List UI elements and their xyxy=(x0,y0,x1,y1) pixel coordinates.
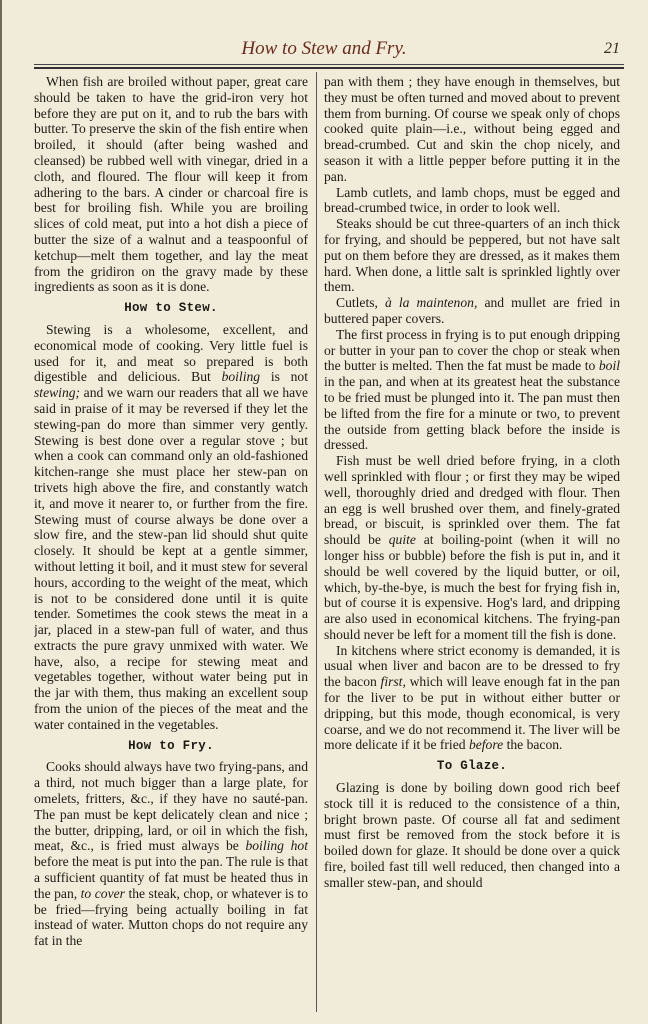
text-run: Cooks should always have two frying-pans, and a third, not much bigger than a large plate, for omelets, fritters, &c., if they have no sauté-pan. The pan must be kept delicately clean and nice ; the butter, dripping, lard, or oil in which the fish, meat, &c., is fried must always be xyxy=(34,759,308,854)
header-rule-thick xyxy=(34,67,624,69)
text-run: and we warn our readers that all we have said in praise of it may be reversed if they let the stewing-pan do more than simmer very gently. Stewing is best done over a regular stove ; but when a cook can command only an old-fashioned kitchen-range she must place her stew-pan on trivets high above the fire, and constantly watch it, and move it nearer to, or further from the fire. Stewing must of course always be done over a slow fire, and the stew-pan lid should shut quite closely. It should be kept at a gentle simmer, without letting it boil, and it must stew for several hours, according to the weight of the meat, which is not to be considered done until it is quite tender. Sometimes the cook stews the meat in a jar, placed in a stew-pan full of water, and thus extracts the pure gravy unmixed with water. We have, also, a recipe for stewing meat and vegetables together, without water being put in the jar with them, thus making an excellent soup from the union of the pieces of the meat and the water contained in the vegetables. xyxy=(34,385,308,732)
text-run: The first process in frying is to put enough dripping or butter in your pan to cover the chop or steak when the butter is melted. Then the fat must be made to xyxy=(324,326,620,374)
left-column xyxy=(34,74,308,1014)
page-number: 21 xyxy=(604,40,620,57)
text-run: in the pan, and when at its greatest heat the substance to be fried must be plunged into it. The pan must then be lifted from the fire for a minute or two, to prevent the outside from getting black before the inside is dressed. xyxy=(324,374,620,453)
heading-how-to-fry: How to Fry. xyxy=(128,738,214,753)
italic-run: before xyxy=(468,737,504,753)
paragraph-lamb: Lamb cutlets, and lamb chops, must be egged and bread-crumbed twice, in order to look well. xyxy=(324,184,620,216)
paragraph-liver-bacon xyxy=(324,643,620,754)
text-run: the steak, chop, or whatever is to be fried—frying being actually boiling in fat instead of water. Mutton chops do not require any fat in the xyxy=(34,885,308,949)
paragraph-frying xyxy=(34,759,308,949)
italic-run: quite xyxy=(388,532,416,548)
italic-run: stewing; xyxy=(34,385,81,401)
italic-run: à la maintenon, xyxy=(385,295,478,311)
italic-run: boiling hot xyxy=(245,838,308,854)
italic-run: first, xyxy=(380,674,406,690)
paragraph-chops: pan with them ; they have enough in themselves, but they must be often turned and moved about to prevent them from burning. Of course we speak only of chops cooked quite plain—i.e., without being egged and bread-crumbed. Cut and skin the chop nicely, and season it with a little pepper before putting it in the pan. xyxy=(324,74,620,184)
text-run: is not xyxy=(260,369,308,385)
text-run: Stewing is a wholesome, excellent, and economical mode of cooking. Very little fuel is used for it, and meat so prepared is both digestible and delicious. But xyxy=(34,321,308,385)
running-title: How to Stew and Fry. xyxy=(241,38,407,59)
text-run: the bacon. xyxy=(503,737,563,753)
heading-how-to-stew: How to Stew. xyxy=(124,301,218,316)
italic-run: boiling xyxy=(221,369,261,385)
page-edge xyxy=(0,0,2,1024)
text-run: In kitchens where strict economy is demanded, it is usual when liver and bacon are to be dressed to fry the bacon xyxy=(324,642,620,690)
header-rule-thin xyxy=(34,64,624,65)
text-run: Cutlets, xyxy=(336,295,386,311)
paragraph-steaks: Steaks should be cut three-quarters of an inch thick for frying, and should be peppered, but not have salt put on them before they are dressed, as it makes them hard. When done, a little salt is sprinkled lightly over them. xyxy=(324,216,620,295)
paragraph-glazing: Glazing is done by boiling down good rich beef stock till it is reduced to the consistence of a thin, bright brown paste. Of course all fat and sediment must first be removed from the stock before it is boiled down for glaze. It should be done over a quick fire, boiled fast till well reduced, then changed into a smaller stew-pan, and should xyxy=(324,780,620,890)
right-column xyxy=(324,74,620,1014)
italic-run: to cover xyxy=(80,885,125,901)
paragraph-stewing xyxy=(34,322,308,733)
text-run: which will leave enough fat in the pan for the liver to be put in without either butter or dripping, but this mode, though economical, is very coarse, and we do not recommend it. The liver will be more delicate if it be fried xyxy=(324,674,620,753)
paragraph-first-process xyxy=(324,327,620,453)
column-divider xyxy=(316,72,317,1012)
text-run: before the meat is put into the pan. The rule is that a sufficient quantity of fat must be heated thus in the pan, xyxy=(34,854,308,901)
paragraph-cutlets xyxy=(324,295,620,327)
paragraph-fish xyxy=(324,453,620,643)
heading-to-glaze: To Glaze. xyxy=(436,759,508,774)
text-run: Fish must be well dried before frying, in a cloth well sprinkled with flour ; or first they may be wiped well, thoroughly dried and dredged with flour. Then an egg is well brushed over them, and finely-grated bread, or biscuit, is sprinkled over them. The fat should be xyxy=(324,453,620,548)
italic-run: boil xyxy=(598,358,620,374)
text-run: at boiling-point (when it will no longer hiss or bubble) before the fish is put in, and it should be well covered by the liquid butter, or oil, which, by-the-bye, is much the best for frying fish in, but of course it is expensive. Hog's lard, and dripping are also used in economical kitchens. The frying-pan should never be left for a moment till the fish is done. xyxy=(324,532,620,642)
paragraph-broiling: When fish are broiled without paper, great care should be taken to have the grid-iron very hot before they are put on it, and to rub the bars with butter. To preserve the skin of the fish entire when broiled, it should (after being washed and cleansed) be rubbed well with vinegar, dried in a cloth, and floured. The flour will keep it from adhering to the bars. A cinder or charcoal fire is best for broiling fish. While you are broiling slices of cold meat, put into a hot dish a piece of butter the size of a walnut and a teaspoonful of ketchup—melt them together, and lay the meat from the gridiron on the gravy made by these ingredients as soon as it is done. xyxy=(34,74,308,295)
text-run: and mullet are fried in buttered paper covers. xyxy=(324,295,620,326)
